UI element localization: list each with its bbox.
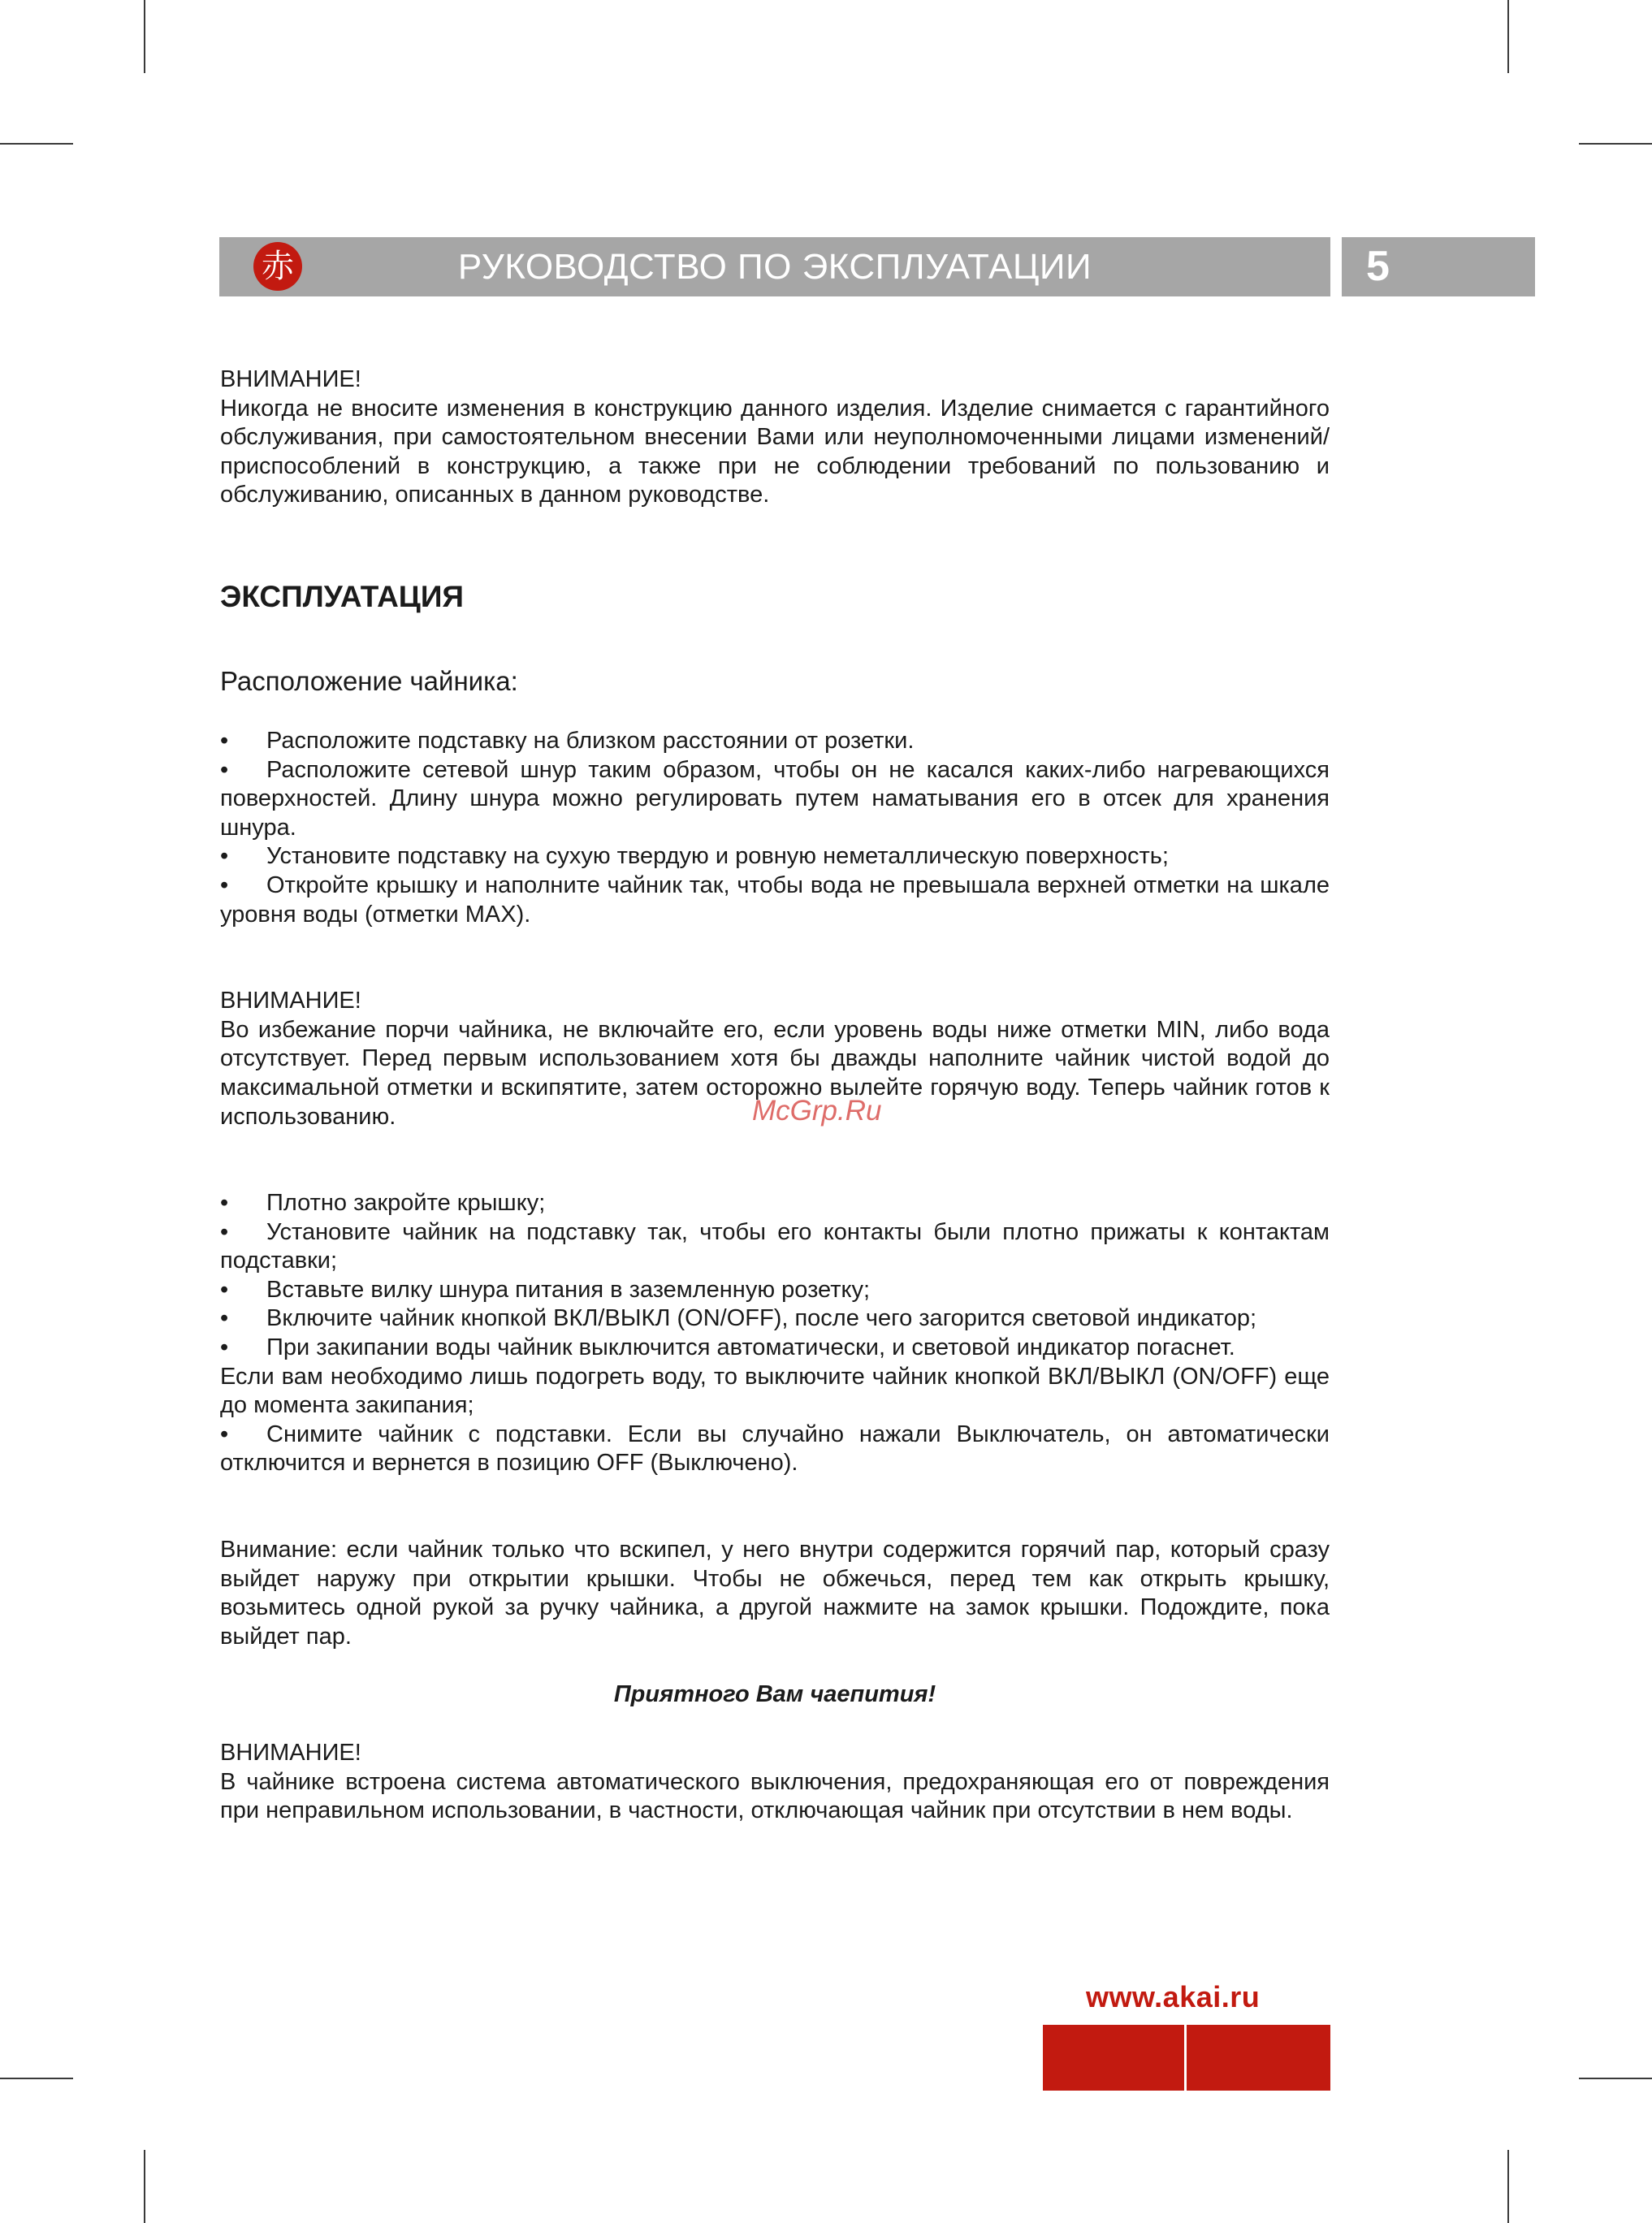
crop-mark xyxy=(1579,143,1652,145)
warning-text: В чайнике встроена система автоматического выключения, предохраняющая его от повреждения при неправильном использовании, в частности, отключающая чайник при отсутствии в нем воды. xyxy=(220,1768,1330,1824)
list-item: • Откройте крышку и наполните чайник так, чтобы вода не превышала верхней отметки на шкале уровня воды (отметки MAX). xyxy=(220,871,1330,929)
section-subheading: Расположение чайника: xyxy=(220,665,518,696)
list-item: • Вставьте вилку шнура питания в заземленную розетку; xyxy=(220,1276,1330,1305)
crop-mark xyxy=(1579,2078,1652,2079)
list-item: • Расположите сетевой шнур таким образом, чтобы он не касался каких-либо нагревающихся поверхностей. Длину шнура можно регулировать путем наматывания его в отсек для хранения шнура. xyxy=(220,756,1330,843)
crop-mark xyxy=(144,2150,145,2223)
page-number: 5 xyxy=(1366,243,1390,290)
watermark: McGrp.Ru xyxy=(752,1095,882,1127)
steam-warning: Внимание: если чайник только что вскипел, у него внутри содержится горячий пар, который сразу выйдет наружу при открытии крышки. Чтобы не обжечься, перед тем как открыть крышку, возьмитесь одной рукой за ручку чайника, а другой нажмите на замок крышки. Подождите, пока выйдет пар. xyxy=(220,1537,1330,1650)
section-heading: ЭКСПЛУАТАЦИЯ xyxy=(220,579,465,613)
list-item: • При закипании воды чайник выключится автоматически, и световой индикатор погаснет. xyxy=(220,1334,1330,1363)
list-item: • Установите чайник на подставку так, чтобы его контакты были плотно прижаты к контактам подставки; xyxy=(220,1218,1330,1276)
closing-wish: Приятного Вам чаепития! xyxy=(613,1681,936,1708)
warning-title: ВНИМАНИЕ! xyxy=(220,1740,361,1766)
crop-mark xyxy=(0,2078,73,2079)
crop-mark xyxy=(1507,0,1509,73)
footer-red-block xyxy=(1043,2025,1184,2091)
header-bar xyxy=(219,237,1330,296)
page-number-box xyxy=(1342,237,1535,296)
crop-mark xyxy=(0,143,73,145)
crop-mark xyxy=(1507,2150,1509,2223)
warning-text: Никогда не вносите изменения в конструкцию данного изделия. Изделие снимается с гарантийного обслуживания, при самостоятельном внесении Вами или неуполномоченными лицами изменений/приспособлений в конструкцию, а также при не соблюдении требований по пользованию и обслуживанию, описанных в данном руководстве. xyxy=(220,395,1330,508)
brand-logo-icon: 赤 xyxy=(253,242,302,291)
page-title: РУКОВОДСТВО ПО ЭКСПЛУАТАЦИИ xyxy=(457,247,1092,287)
warning-title: ВНИМАНИЕ! xyxy=(220,366,361,392)
usage-note: Если вам необходимо лишь подогреть воду, то выключите чайник кнопкой ВКЛ/ВЫКЛ (ON/OFF) еще до момента закипания; xyxy=(220,1363,1330,1419)
crop-mark xyxy=(144,0,145,73)
footer-red-block xyxy=(1187,2025,1330,2091)
warning-title: ВНИМАНИЕ! xyxy=(220,988,361,1014)
list-item: • Установите подставку на сухую твердую и ровную неметаллическую поверхность; xyxy=(220,842,1330,871)
list-item: • Расположите подставку на близком расстоянии от розетки. xyxy=(220,727,1330,756)
list-item: • Снимите чайник с подставки. Если вы случайно нажали Выключатель, он автоматически отключится и вернется в позицию OFF (Выключено). xyxy=(220,1421,1330,1478)
list-item: • Включите чайник кнопкой ВКЛ/ВЫКЛ (ON/OFF), после чего загорится световой индикатор; xyxy=(220,1304,1330,1334)
website-link[interactable]: www.akai.ru xyxy=(1086,1980,1261,2013)
list-item: • Плотно закройте крышку; xyxy=(220,1189,1330,1218)
warning-text: Во избежание порчи чайника, не включайте его, если уровень воды ниже отметки MIN, либо вода отсутствует. Перед первым использованием хотя бы дважды наполните чайник чистой водой до максимальной отметки и вскипятите, затем осторожно вылейте горячую воду. Теперь чайник готов к использованию. xyxy=(220,1016,1330,1130)
